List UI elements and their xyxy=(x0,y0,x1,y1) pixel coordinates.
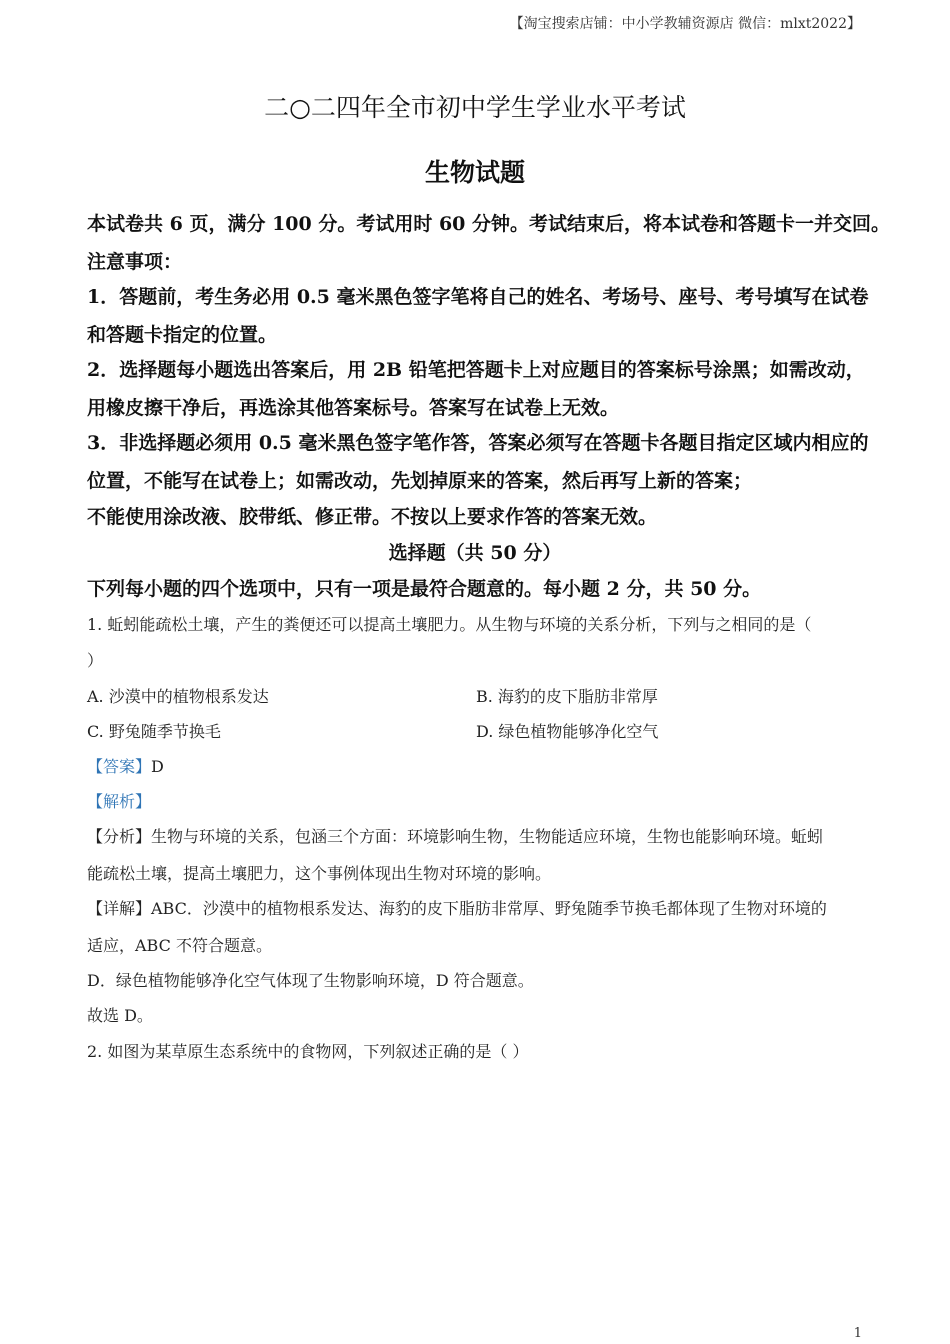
q1-detail-line-3: D．绿色植物能够净化空气体现了生物影响环境，D 符合题意。 xyxy=(87,971,534,990)
page-number: 1 xyxy=(853,1326,862,1341)
note-2-line-2: 用橡皮擦干净后，再选涂其他答案标号。答案写在试卷上无效。 xyxy=(87,397,620,419)
note-1-line-1: 1．答题前，考生务必用 0.5 毫米黑色签字笔将自己的姓名、考场号、座号、考号填写在试卷 xyxy=(87,286,869,308)
note-3-line-1: 3．非选择题必须用 0.5 毫米黑色签字笔作答，答案必须写在答题卡各题目指定区域内相应的 xyxy=(87,432,869,454)
q1-stem-line-2: ） xyxy=(87,651,104,670)
answer-label: 【答案】 xyxy=(87,757,152,776)
q1-conclusion: 故选 D。 xyxy=(87,1006,153,1025)
q1-analysis-line-2: 能疏松土壤，提高土壤肥力，这个事例体现出生物对环境的影响。 xyxy=(87,864,552,883)
q1-answer xyxy=(87,754,164,777)
notes-heading: 注意事项： xyxy=(87,251,183,273)
section-directions: 下列每小题的四个选项中，只有一项是最符合题意的。每小题 2 分，共 50 分。 xyxy=(87,578,762,600)
q1-option-b: B. 海豹的皮下脂肪非常厚 xyxy=(476,687,658,706)
q1-analysis-line-1: 【分析】生物与环境的关系，包涵三个方面：环境影响生物，生物能适应环境，生物也能影响环境。蚯蚓 xyxy=(87,827,824,846)
subject-title: 生物试题 xyxy=(424,158,525,187)
note-3-line-2: 位置，不能写在试卷上；如需改动，先划掉原来的答案，然后再写上新的答案； xyxy=(87,470,753,492)
analysis-label: 【解析】 xyxy=(87,792,152,811)
q1-option-c: C. 野兔随季节换毛 xyxy=(87,722,221,741)
intro-text: 本试卷共 6 页，满分 100 分。考试用时 60 分钟。考试结束后，将本试卷和答题卡一并交回。 xyxy=(87,213,891,235)
q1-detail-line-1: 【详解】ABC．沙漠中的植物根系发达、海豹的皮下脂肪非常厚、野兔随季节换毛都体现了生物对环境的 xyxy=(87,899,827,918)
q1-option-a: A. 沙漠中的植物根系发达 xyxy=(87,687,269,706)
q1-option-d: D. 绿色植物能够净化空气 xyxy=(476,722,659,741)
exam-title: 二○二四年全市初中学生学业水平考试 xyxy=(264,93,686,122)
note-1-line-2: 和答题卡指定的位置。 xyxy=(87,324,278,346)
answer-value: D xyxy=(151,757,164,776)
store-note: 【淘宝搜索店铺：中小学教辅资源店 微信：mlxt2022】 xyxy=(509,16,861,32)
q1-detail-line-2: 适应，ABC 不符合题意。 xyxy=(87,936,272,955)
q1-stem-line-1: 1. 蚯蚓能疏松土壤，产生的粪便还可以提高土壤肥力。从生物与环境的关系分析，下列与之相同的是（ xyxy=(87,615,812,634)
note-2-line-1: 2．选择题每小题选出答案后，用 2B 铅笔把答题卡上对应题目的答案标号涂黑；如需改动， xyxy=(87,359,865,381)
q2-stem: 2. 如图为某草原生态系统中的食物网，下列叙述正确的是（ ） xyxy=(87,1042,529,1061)
section-heading: 选择题（共 50 分） xyxy=(388,542,562,564)
note-3-line-3: 不能使用涂改液、胶带纸、修正带。不按以上要求作答的答案无效。 xyxy=(87,506,658,528)
